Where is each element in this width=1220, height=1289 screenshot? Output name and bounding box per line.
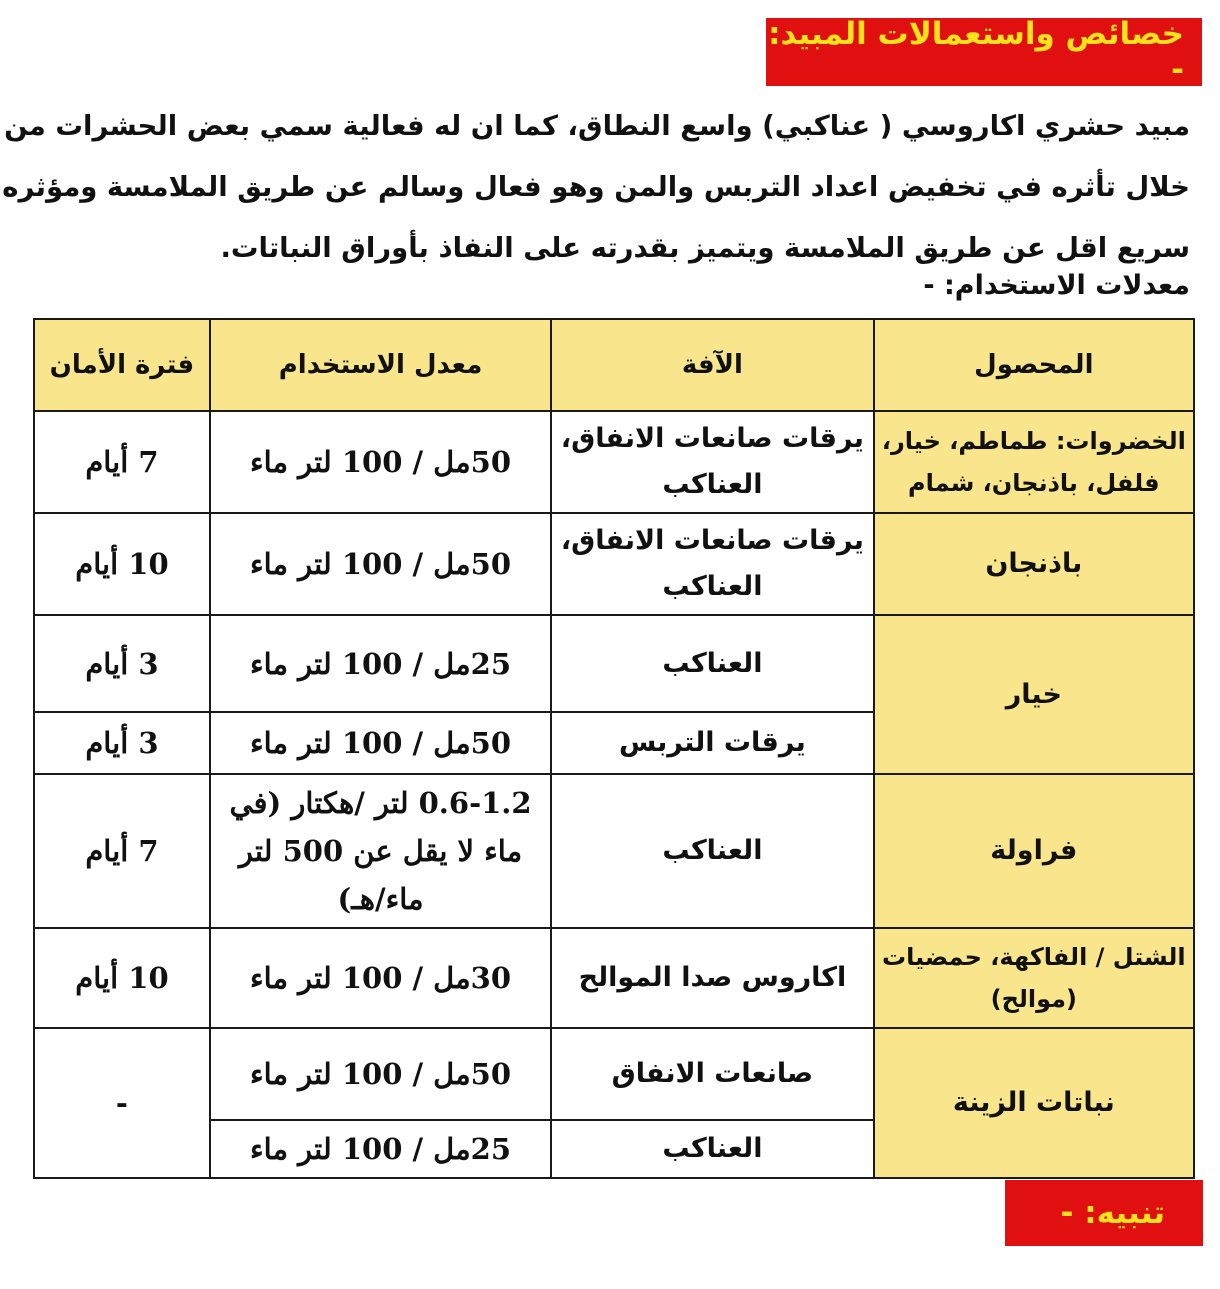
header-crop: المحصول — [874, 319, 1194, 411]
table-row — [34, 1028, 1194, 1120]
rates-heading: معدلات الاستخدام: - — [923, 270, 1190, 301]
rate-cell: 50مل / 100 لتر ماء — [210, 712, 551, 774]
safety-period-cell: 10 أيام — [34, 513, 210, 615]
pest-cell: العناكب — [551, 774, 873, 928]
crop-cell: باذنجان — [874, 513, 1194, 615]
safety-period-cell: 10 أيام — [34, 928, 210, 1028]
rate-cell: 50مل / 100 لتر ماء — [210, 513, 551, 615]
table-row — [34, 774, 1194, 928]
pest-cell: العناكب — [551, 1120, 873, 1178]
rate-cell: 50مل / 100 لتر ماء — [210, 1028, 551, 1120]
section-title-banner — [766, 18, 1202, 86]
table-row — [34, 513, 1194, 615]
header-safety-period: فترة الأمان — [34, 319, 210, 411]
safety-period-cell: - — [34, 1028, 210, 1178]
header-pest: الآفة — [551, 319, 873, 411]
pest-cell: يرقات التربس — [551, 712, 873, 774]
crop-cell: خيار — [874, 615, 1194, 774]
warning-banner — [1005, 1180, 1203, 1246]
rate-cell: 0.6-1.2 لتر /هكتار (في ماء لا يقل عن 500 لتر ماء/هـ) — [210, 774, 551, 928]
usage-rates-table — [33, 318, 1195, 1179]
safety-period-cell: 7 أيام — [34, 774, 210, 928]
rate-cell: 50مل / 100 لتر ماء — [210, 411, 551, 513]
table-row — [34, 411, 1194, 513]
pest-cell: اكاروس صدا الموالح — [551, 928, 873, 1028]
rate-cell: 25مل / 100 لتر ماء — [210, 615, 551, 712]
crop-cell: الخضروات: طماطم، خيار، فلفل، باذنجان، شمام — [874, 411, 1194, 513]
crop-cell: الشتل / الفاكهة، حمضيات (موالح) — [874, 928, 1194, 1028]
section-title: خصائص واستعمالات المبيد: - — [768, 16, 1184, 88]
pest-cell: صانعات الانفاق — [551, 1028, 873, 1120]
safety-period-cell: 7 أيام — [34, 411, 210, 513]
table-row — [34, 615, 1194, 712]
intro-line: سريع اقل عن طريق الملامسة ويتميز بقدرته على النفاذ بأوراق النباتات. — [220, 232, 1190, 264]
intro-paragraph — [2, 96, 1190, 279]
crop-cell: فراولة — [874, 774, 1194, 928]
rate-cell: 30مل / 100 لتر ماء — [210, 928, 551, 1028]
safety-period-cell: 3 أيام — [34, 712, 210, 774]
intro-line: مبيد حشري اكاروسي ( عناكبي) واسع النطاق، كما ان له فعالية سمي بعض الحشرات من — [4, 110, 1190, 142]
intro-line: خلال تأثره في تخفيض اعداد التربس والمن وهو فعال وسالم عن طريق الملامسة ومؤثره — [2, 171, 1190, 203]
pest-cell: يرقات صانعات الانفاق، العناكب — [551, 513, 873, 615]
crop-cell: نباتات الزينة — [874, 1028, 1194, 1178]
safety-period-cell: 3 أيام — [34, 615, 210, 712]
rate-cell: 25مل / 100 لتر ماء — [210, 1120, 551, 1178]
table-header-row — [34, 319, 1194, 411]
pest-cell: العناكب — [551, 615, 873, 712]
table-row — [34, 928, 1194, 1028]
header-rate: معدل الاستخدام — [210, 319, 551, 411]
warning-title: تنبيه: - — [1060, 1195, 1165, 1231]
pest-cell: يرقات صانعات الانفاق، العناكب — [551, 411, 873, 513]
